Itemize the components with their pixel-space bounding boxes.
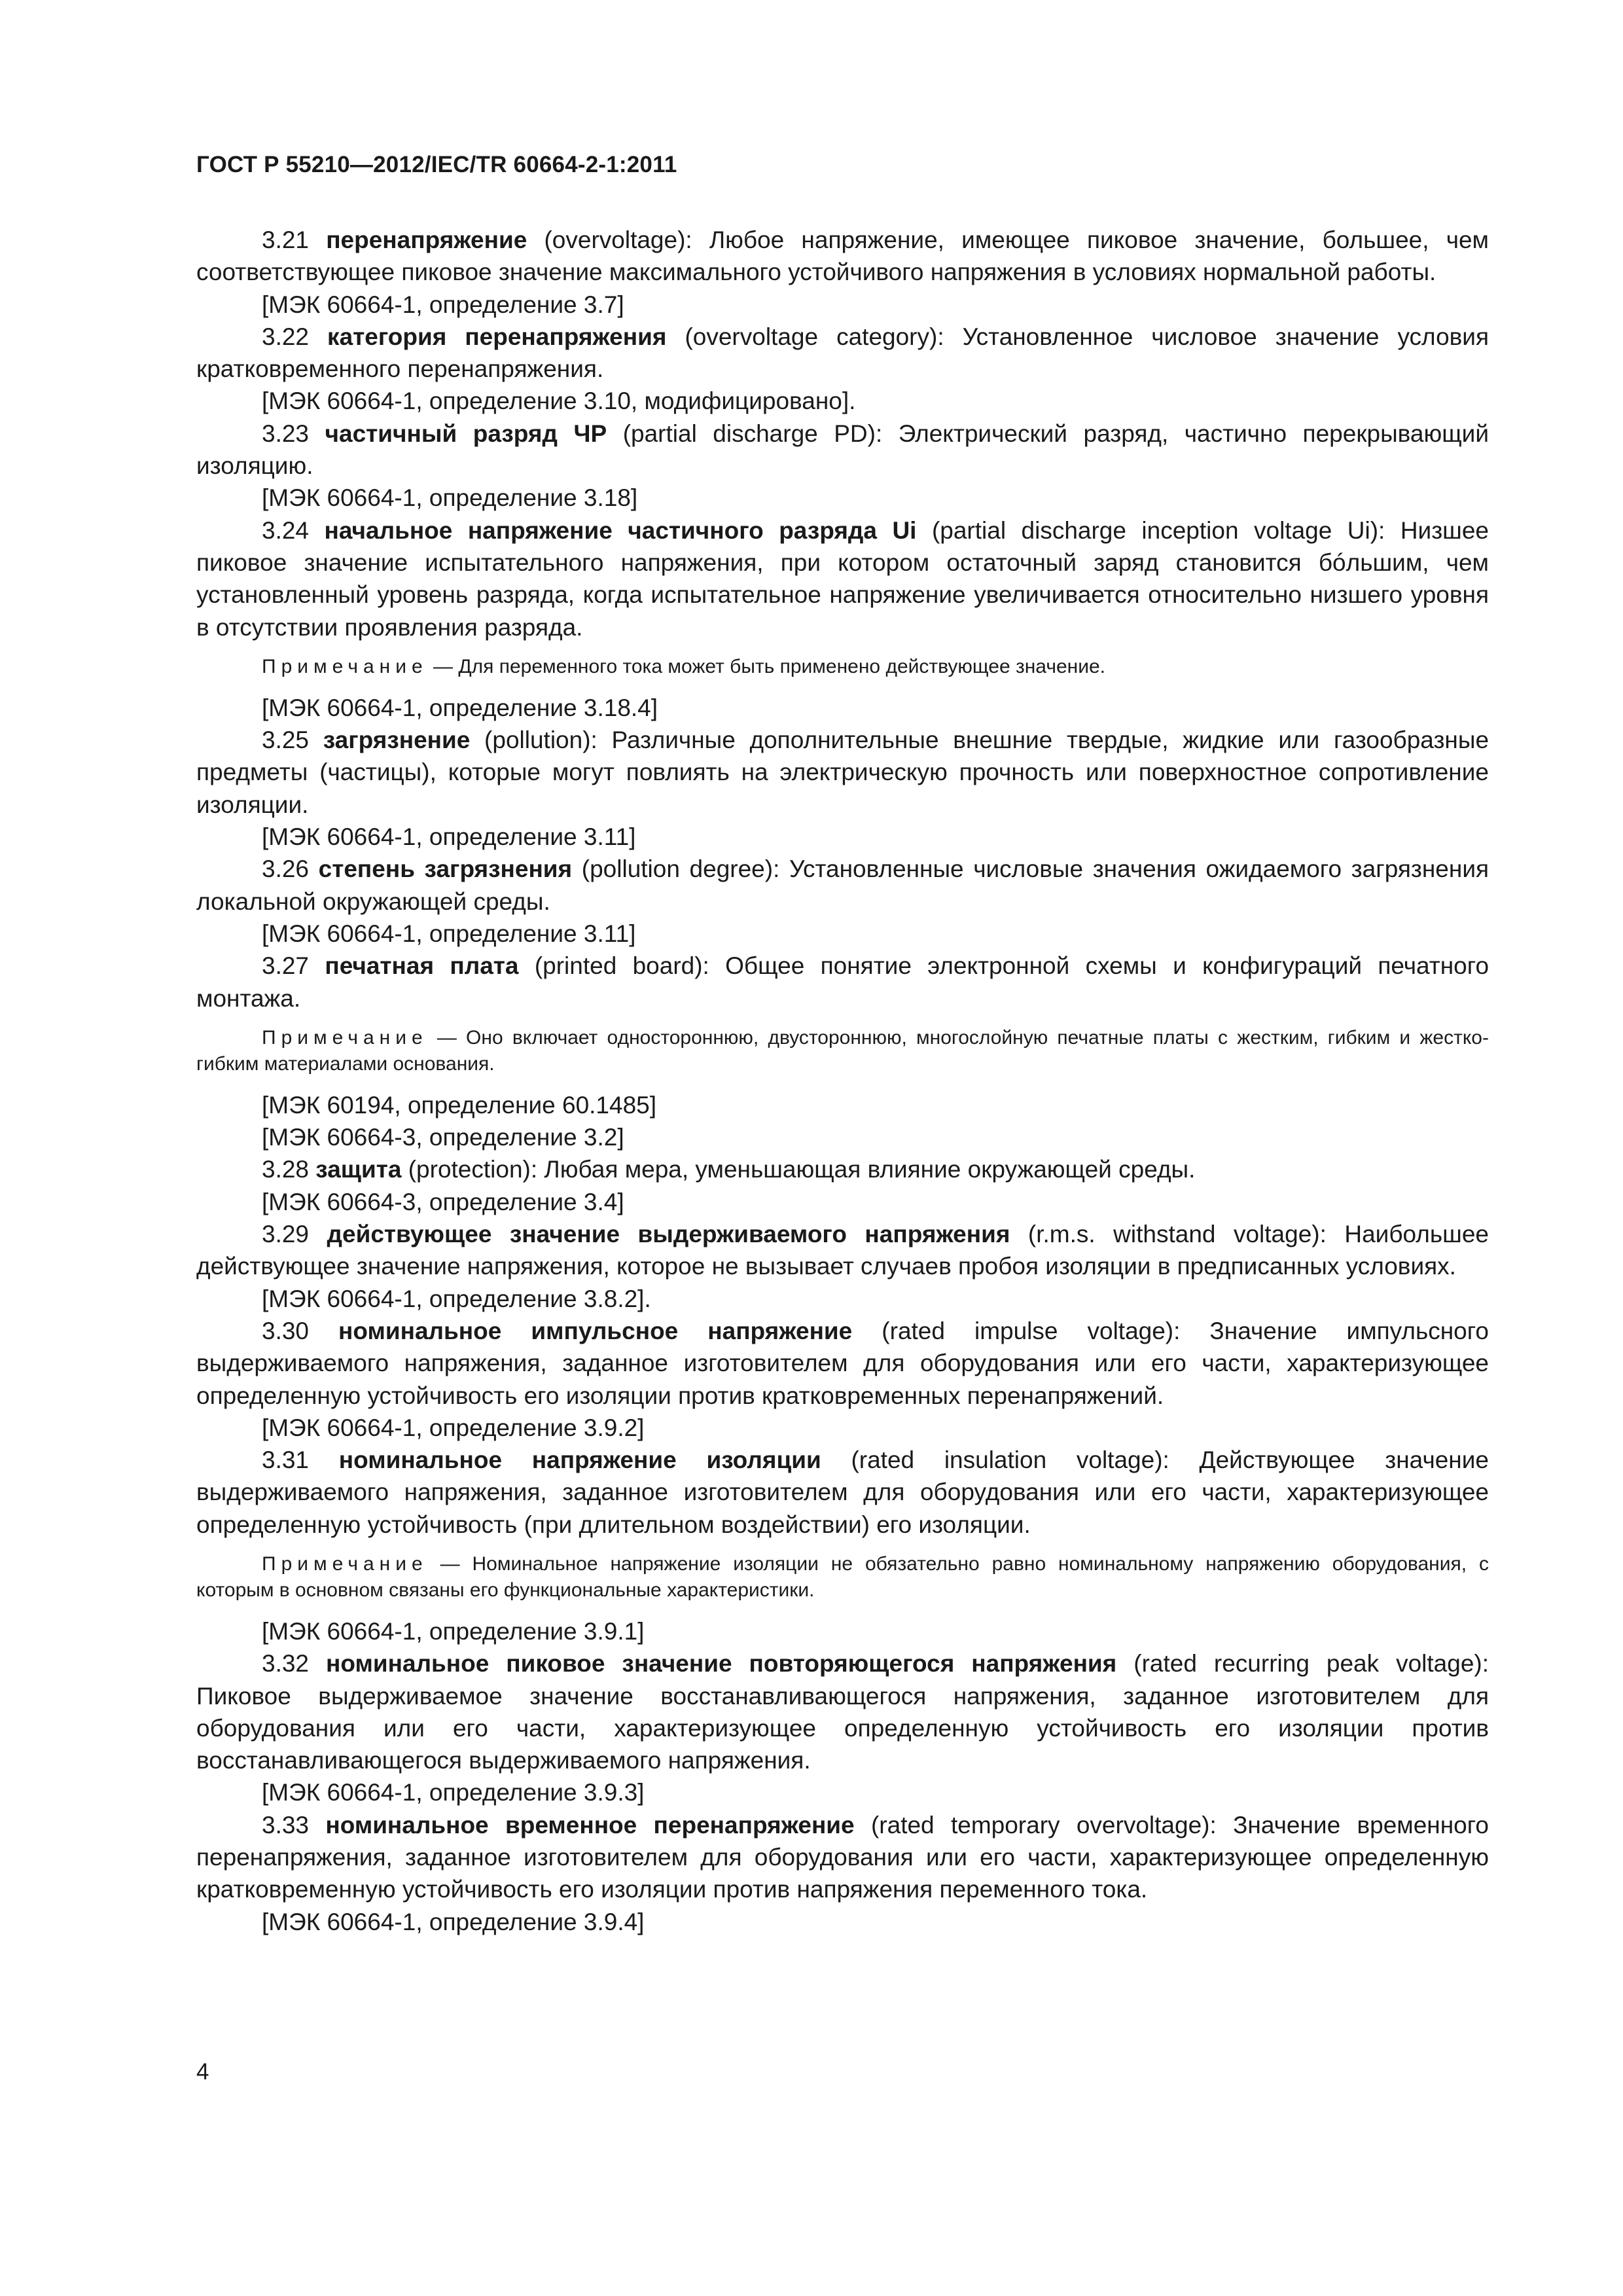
definition-paragraph — [196, 1315, 1489, 1412]
note-label: Примечание — [262, 1552, 428, 1575]
definition-paragraph — [196, 1444, 1489, 1541]
definition-number: 3.22 — [262, 323, 310, 350]
definition-number: 3.33 — [262, 1811, 310, 1839]
definition-term: загрязнение — [323, 726, 471, 754]
definition-paragraph — [196, 224, 1489, 289]
definition-term: перенапряжение — [326, 226, 527, 253]
definition-paragraph — [196, 1809, 1489, 1906]
source-reference: [МЭК 60664-1, определение 3.9.4] — [262, 1908, 645, 1935]
definition-term: номинальное импульсное напряжение — [338, 1317, 853, 1344]
definition-term: действующее значение выдерживаемого напряжения — [327, 1221, 1010, 1248]
definition-text: (partial discharge inception voltage Ui): Низшее пиковое значение испытательного напряжения, при котором остаточный заряд становится бóльшим, чем установленный уровень разряда, когда испытательное напряжение увеличивается относительно низшего уровня в отсутствии проявления разряда. — [196, 516, 1489, 641]
definition-number: 3.21 — [262, 226, 310, 253]
source-reference: [МЭК 60664-1, определение 3.9.2] — [262, 1414, 645, 1441]
source-reference: [МЭК 60664-1, определение 3.8.2]. — [262, 1285, 651, 1312]
document-body — [196, 224, 1489, 1938]
definition-term: печатная плата — [325, 952, 519, 980]
definition-paragraph — [196, 514, 1489, 643]
definition-term: категория перенапряжения — [327, 323, 667, 350]
source-reference: [МЭК 60194, определение 60.1485] — [262, 1091, 657, 1119]
definition-text: (pollution): Различные дополнительные внешние твердые, жидкие или газообразные предметы (частицы), которые могут повлиять на электрическую прочность или поверхностное сопротивление изоляции. — [196, 726, 1489, 818]
definition-term: начальное напряжение частичного разряда Ui — [324, 516, 917, 544]
note-text: — Для переменного тока может быть применено действующее значение. — [433, 655, 1105, 677]
definition-term: номинальное пиковое значение повторяющегося напряжения — [326, 1650, 1117, 1677]
source-reference: [МЭК 60664-3, определение 3.4] — [262, 1188, 624, 1215]
definition-number: 3.27 — [262, 952, 310, 980]
definition-number: 3.31 — [262, 1446, 310, 1474]
definition-number: 3.24 — [262, 516, 310, 544]
note-label: Примечание — [262, 655, 428, 677]
definition-number: 3.25 — [262, 726, 310, 754]
definition-text: (rated impulse voltage): Значение импульсного выдерживаемого напряжения, заданное изготовителем для оборудования или его части, характеризующее определенную устойчивость его изоляции против кратковременных перенапряжений. — [196, 1317, 1489, 1409]
source-reference: [МЭК 60664-1, определение 3.18.4] — [262, 694, 658, 721]
definition-number: 3.29 — [262, 1221, 310, 1248]
definition-text: (printed board): Общее понятие электронной схемы и конфигураций печатного монтажа. — [196, 952, 1489, 1012]
source-reference: [МЭК 60664-3, определение 3.2] — [262, 1124, 624, 1151]
definition-paragraph — [196, 853, 1489, 918]
definition-paragraph — [196, 418, 1489, 482]
definition-text: (protection): Любая мера, уменьшающая влияние окружающей среды. — [408, 1156, 1196, 1183]
definition-text: (partial discharge PD): Электрический разряд, частично перекрывающий изоляцию. — [196, 420, 1489, 480]
definition-text: (overvoltage category): Установленное числовое значение условия кратковременного перенапряжения. — [196, 323, 1489, 383]
source-reference: [МЭК 60664-1, определение 3.11] — [262, 823, 636, 851]
definition-term: номинальное напряжение изоляции — [338, 1446, 821, 1474]
source-reference: [МЭК 60664-1, определение 3.7] — [262, 291, 624, 318]
definition-text: (overvoltage): Любое напряжение, имеющее пиковое значение, большее, чем соответствующее пиковое значение максимального устойчивого напряжения в условиях нормальной работы. — [196, 226, 1489, 286]
note-paragraph — [196, 1025, 1489, 1077]
source-reference: [МЭК 60664-1, определение 3.11] — [262, 920, 636, 947]
definition-text: (r.m.s. withstand voltage): Наибольшее действующее значение напряжения, которое не вызывает случаев пробоя изоляции в предписанных условиях. — [196, 1221, 1489, 1280]
source-reference: [МЭК 60664-1, определение 3.9.1] — [262, 1617, 645, 1645]
definition-term: защита — [315, 1156, 402, 1183]
definition-paragraph — [196, 950, 1489, 1014]
note-text: — Номинальное напряжение изоляции не обязательно равно номинальному напряжению оборудования, с которым в основном связаны его функциональные характеристики. — [196, 1552, 1489, 1601]
definition-number: 3.30 — [262, 1317, 310, 1344]
definition-term: степень загрязнения — [318, 855, 573, 883]
page-header: ГОСТ Р 55210—2012/IEC/TR 60664-2-1:2011 — [196, 152, 677, 177]
definition-number: 3.28 — [262, 1156, 310, 1183]
definition-paragraph — [196, 1647, 1489, 1776]
definition-number: 3.26 — [262, 855, 310, 883]
source-reference: [МЭК 60664-1, определение 3.10, модифицировано]. — [262, 387, 856, 415]
definition-paragraph — [196, 1153, 1489, 1185]
definition-term: частичный разряд ЧР — [325, 420, 607, 447]
definition-text: (rated insulation voltage): Действующее значение выдерживаемого напряжения, заданное изготовителем для оборудования или его части, характеризующее определенную устойчивость (при длительном воздействии) его изоляции. — [196, 1446, 1489, 1538]
definition-paragraph — [196, 1218, 1489, 1283]
definition-text: (pollution degree): Установленные числовые значения ожидаемого загрязнения локальной окружающей среды. — [196, 855, 1489, 915]
definition-number: 3.32 — [262, 1650, 310, 1677]
source-reference: [МЭК 60664-1, определение 3.9.3] — [262, 1779, 645, 1806]
definition-text: (rated temporary overvoltage): Значение временного перенапряжения, заданное изготовителем для оборудования или его части, характеризующее определенную кратковременную устойчивость его изоляции против напряжения переменного тока. — [196, 1811, 1489, 1903]
definition-paragraph — [196, 724, 1489, 821]
definition-number: 3.23 — [262, 420, 310, 447]
note-text: — Оно включает одностороннюю, двустороннюю, многослойную печатные платы с жестким, гибким и жестко-гибким материалами основания. — [196, 1026, 1489, 1075]
definition-paragraph — [196, 321, 1489, 386]
note-label: Примечание — [262, 1026, 428, 1049]
note-paragraph — [196, 1551, 1489, 1604]
definition-text: (rated recurring peak voltage): Пиковое выдерживаемое значение восстанавливающегося напряжения, заданное изготовителем для оборудования или его части, характеризующее определенную устойчивость его изоляции против восстанавливающегося выдерживаемого напряжения. — [196, 1650, 1489, 1774]
definition-term: номинальное временное перенапряжение — [325, 1811, 855, 1839]
note-paragraph — [196, 654, 1489, 680]
source-reference: [МЭК 60664-1, определение 3.18] — [262, 484, 638, 512]
page-number: 4 — [196, 2059, 209, 2085]
